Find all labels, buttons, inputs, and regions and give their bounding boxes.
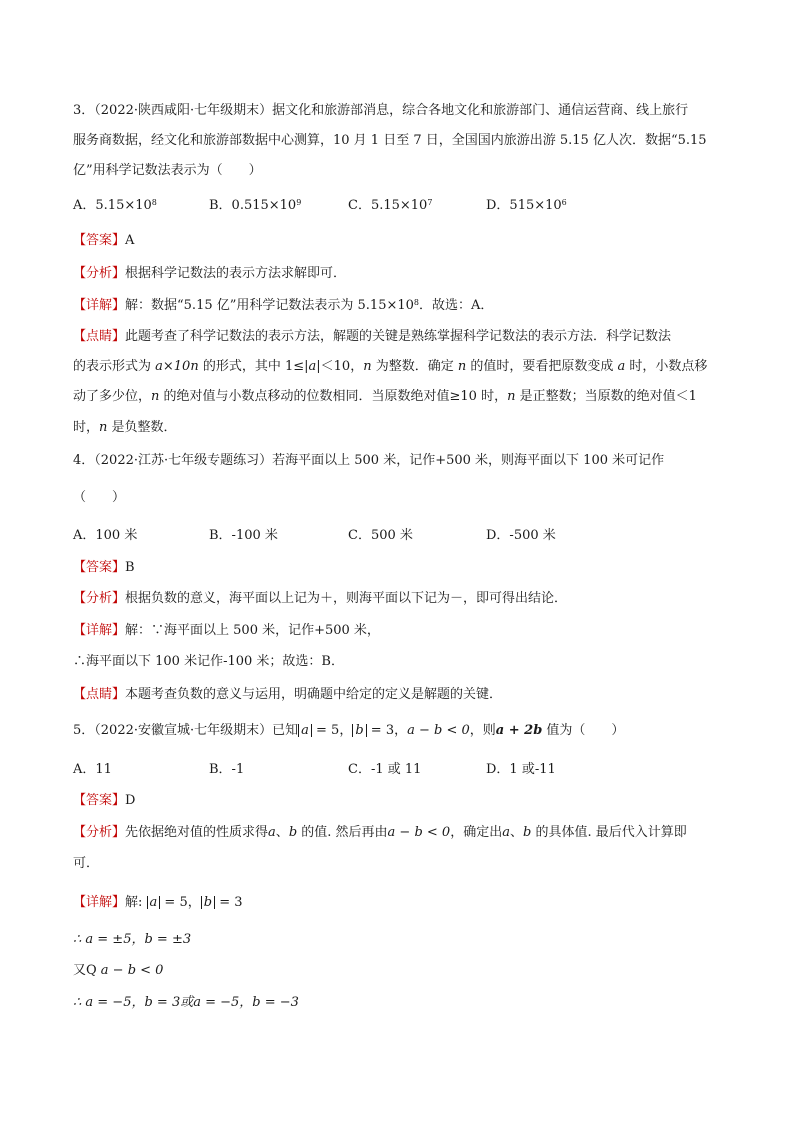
q3-answer [73, 232, 733, 250]
q3-detail: 【详解】解：数据“5.15 亿”用科学记数法表示为 $5.15\times 10^8$．故选：A． [73, 298, 494, 313]
q4-answer: 【答案】B [73, 560, 135, 575]
q5-option-c: C．-1 或 11 [348, 762, 422, 777]
q4-comment: 【点睛】本题考查负数的意义与运用，明确题中给定的定义是解题的关键． [73, 687, 503, 702]
q5-stem-line-1: 5．（2022·安徽宣城·七年级期末）已知 a = 5， b = 3，a − b < 0，则a + 2b 值为（ ） [73, 723, 625, 738]
q4-detail-line-2: ∴海平面以下 100 米记作-100 米；故选：B． [73, 654, 344, 669]
q3-stem-text-3: 亿”用科学记数法表示为（ ） [73, 163, 262, 178]
abs-a: a [298, 724, 312, 737]
q3-stem-text-2: 服务商数据，经文化和旅游部数据中心测算，10 月 1 日至 7 日，全国国内旅游出游 5.15 亿人次．数据“5.15 [73, 133, 707, 148]
q5-detail: 【详解】解: a = 5， b = 3 [73, 895, 243, 910]
q4-answer-value: B [125, 560, 135, 575]
q5-step-2: 又Q a − b < 0 [73, 963, 164, 978]
q3-stem-line-3 [73, 162, 733, 180]
detail-tag: 【详解】 [73, 298, 126, 313]
q3-stem-line-1 [73, 102, 733, 120]
q4-option-a: A．100 米 [73, 528, 138, 543]
q4-stem-line-2: （ ） [73, 490, 126, 505]
q4-analysis: 【分析】根据负数的意义，海平面以上记为＋，则海平面以下记为－，即可得出结论． [73, 591, 568, 606]
q3-stem-line-2 [73, 132, 733, 150]
q4-option-b: B．-100 米 [209, 528, 278, 543]
q4-option-c: C．500 米 [348, 528, 413, 543]
q3-option-b: B．$0.515\times 10^9$ [209, 198, 302, 213]
q5-step-1: ∴ a = ±5，b = ±3 [73, 932, 192, 947]
q5-answer: 【答案】D [73, 793, 136, 808]
q3-analysis-text: 根据科学记数法的表示方法求解即可． [125, 266, 347, 281]
q4-detail: 【详解】解：∵海平面以上 500 米，记作+500 米， [73, 623, 380, 638]
comment-tag: 【点睛】 [73, 329, 126, 344]
q4-stem-line-1: 4．（2022·江苏·七年级专题练习）若海平面以上 500 米，记作+500 米，则海平面以下 100 米可记作 [73, 453, 665, 468]
q3-option-d: D．$515\times 10^6$ [486, 198, 567, 213]
q3-answer-value: A [125, 233, 135, 248]
abs-b: b [352, 724, 366, 737]
answer-tag: 【答案】 [73, 233, 126, 248]
q5-analysis-line-2: 可． [73, 856, 100, 871]
q3-comment-line-1: 【点睛】此题考查了科学记数法的表示方法，解题的关键是熟练掌握科学记数法的表示方法．科学记数法 [73, 329, 672, 344]
q5-option-d: D．1 或-11 [486, 762, 556, 777]
q3-analysis [73, 265, 733, 283]
q3-comment-line-3: 动了多少位，n 的绝对值与小数点移动的位数相同．当原数绝对值≥10 时，n 是正整数；当原数的绝对值＜1 [73, 389, 697, 404]
q5-option-b: B．-1 [209, 762, 245, 777]
q3-comment-line-2: 的表示形式为 a×10n 的形式，其中 1≤|a|＜10，n 为整数．确定 n 的值时，要看把原数变成 a 时，小数点移 [73, 359, 708, 374]
q3-option-c: C．$5.15\times 10^7$ [348, 198, 433, 213]
q5-option-a: A．11 [73, 762, 112, 777]
q4-option-d: D．-500 米 [486, 528, 556, 543]
q3-option-a: A．$5.15\times 10^8$ [73, 198, 157, 213]
analysis-tag: 【分析】 [73, 266, 126, 281]
q3-stem-text-1: 3．（2022·陕西咸阳·七年级期末）据文化和旅游部消息，综合各地文化和旅游部门、通信运营商、线上旅行 [73, 103, 689, 118]
q5-answer-value: D [125, 793, 136, 808]
q5-analysis-line-1: 【分析】先依据绝对值的性质求得a、b 的值. 然后再由a − b < 0，确定出a、b 的具体值. 最后代入计算即 [73, 825, 687, 840]
q5-step-3: ∴ a = −5，b = 3或a = −5，b = −3 [73, 995, 299, 1010]
q3-comment-line-4: 时，n 是负整数． [73, 420, 177, 435]
